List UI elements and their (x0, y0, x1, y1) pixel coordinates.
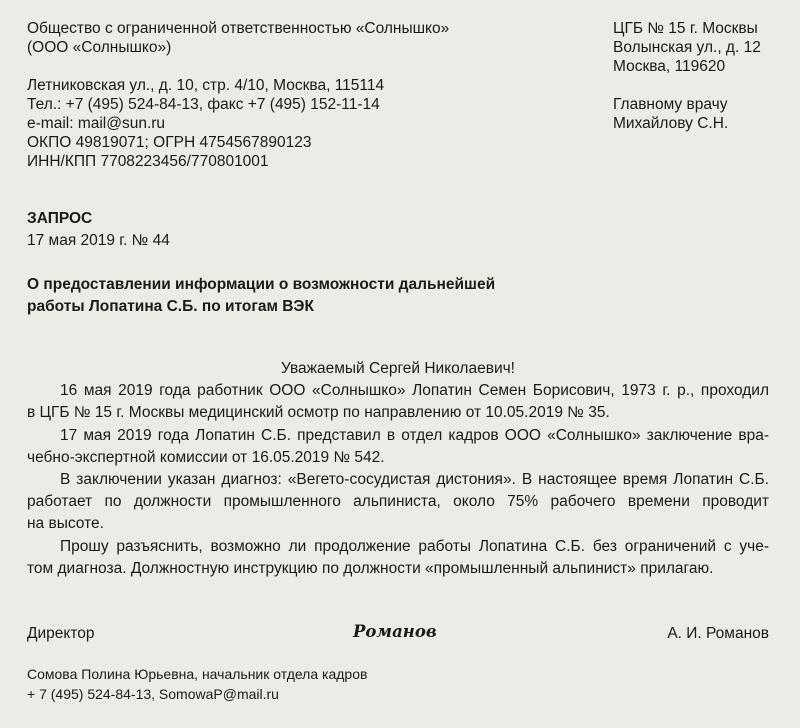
signature-name: А. И. Романов (667, 625, 769, 642)
recipient-position: Главному врачу (613, 96, 728, 113)
sender-okpo-ogrn: ОКПО 49819071; ОГРН 4754567890123 (27, 134, 312, 151)
paragraph-2-line2: чебно-экспертной комиссии от 16.05.2019 № 542. (27, 449, 385, 466)
recipient-street: Волынская ул., д. 12 (613, 39, 761, 56)
doc-subject-line2: работы Лопатина С.Б. по итогам ВЭК (27, 298, 314, 315)
sender-inn-kpp: ИНН/КПП 7708223456/770801001 (27, 153, 269, 170)
executor-name: Сомова Полина Юрьевна, начальник отдела кадров (27, 666, 368, 682)
sender-email: e-mail: mail@sun.ru (27, 115, 166, 132)
salutation: Уважаемый Сергей Николаевич! (280, 360, 515, 377)
sender-short-name: (ООО «Солнышко») (27, 39, 172, 56)
recipient-name: Михайлову С.Н. (613, 115, 729, 132)
sender-phone: Тел.: +7 (495) 524-84-13, факс +7 (495) 152-11-14 (27, 96, 380, 113)
doc-type: ЗАПРОС (27, 210, 93, 227)
sender-address: Летниковская ул., д. 10, стр. 4/10, Москва, 115114 (27, 77, 385, 94)
paragraph-3-line2: работает по должности промышленного альпиниста, около 75% рабочего времени проводит (27, 493, 769, 510)
paragraph-4-line2: том диагноза. Должностную инструкцию по должности «промышленный альпинист» прилагаю. (27, 560, 714, 577)
doc-subject-line1: О предоставлении информации о возможности дальнейшей (27, 276, 496, 293)
signature-position: Директор (27, 625, 95, 642)
recipient-city: Москва, 119620 (613, 58, 726, 75)
sender-name: Общество с ограниченной ответственностью «Солнышко» (27, 20, 450, 37)
paragraph-1-line1: 16 мая 2019 года работник ООО «Солнышко» Лопатин Семен Борисович, 1973 г. р., проходил (60, 382, 769, 399)
paragraph-2-line1: 17 мая 2019 года Лопатин С.Б. представил в отдел кадров ООО «Солнышко» заключение вра- (60, 427, 769, 444)
recipient-org: ЦГБ № 15 г. Москвы (613, 20, 758, 37)
paragraph-3-line1: В заключении указан диагноз: «Вегето-сосудистая дистония». В настоящее время Лопатин С.Б. (60, 471, 769, 488)
paragraph-1-line2: в ЦГБ № 15 г. Москвы медицинский осмотр по направлению от 10.05.2019 № 35. (27, 404, 610, 421)
paragraph-3-line3: на высоте. (27, 515, 104, 532)
handwritten-signature: Романов (353, 622, 437, 641)
paragraph-4-line1: Прошу разъяснить, возможно ли продолжение работы Лопатина С.Б. без ограничений с уче- (60, 538, 769, 555)
doc-date-number: 17 мая 2019 г. № 44 (27, 232, 170, 249)
executor-contacts: + 7 (495) 524-84-13, SomowaP@mail.ru (27, 686, 279, 702)
